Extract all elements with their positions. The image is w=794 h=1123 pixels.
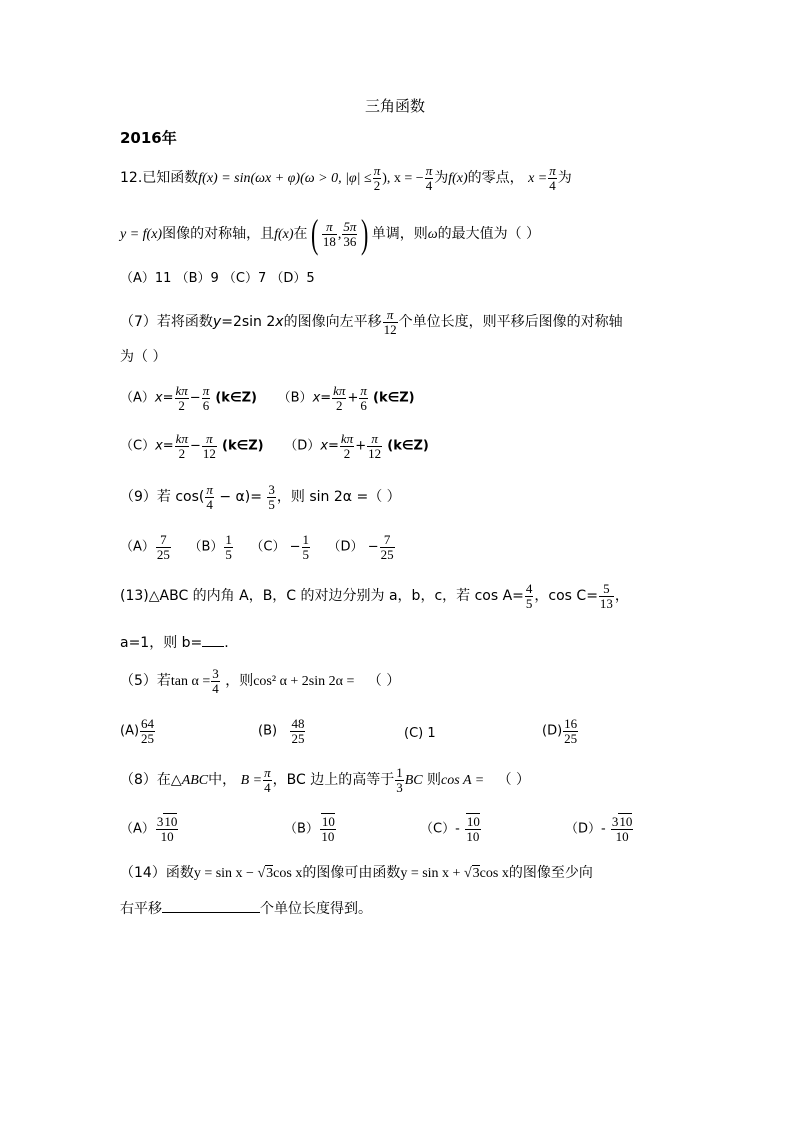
q14-line1: （14）函数y = sin x − √3cos x的图像可由函数y = sin x + √3cos x的图像至少向 [120, 865, 593, 881]
q7-frac: $\frac{\pi}{12}$ [383, 307, 397, 337]
q5-math: tan α = [170, 674, 211, 690]
q5-math: cos² α + 2sin 2α = [253, 674, 355, 690]
q12-math: f(x) = sin(ωx + φ)(ω > 0, |φ| ≤ [198, 171, 372, 187]
q12-text: 单调，则 [371, 226, 428, 242]
q7-math: y [212, 314, 222, 331]
q12-math: ), x = − [382, 171, 424, 187]
q9-option-d: （D） [327, 539, 364, 555]
q7-text: 个单位长度，则平移后图像的对称轴 [398, 314, 623, 331]
q7-math: x [275, 314, 284, 331]
q7-options-cd: （C）x= $\frac{k\pi}{2}$ − $\frac{\pi}{12}$ (k∈Z) （D）x= $\frac{k\pi}{2}$ + $\frac{\pi}{12}$ (k∈Z) [120, 431, 429, 461]
q12-interval-b: $\frac{5\pi}{36}$ [343, 218, 357, 249]
q7-text: （7）若将函数 [120, 314, 213, 331]
q5-line1: （5）若tan α = $\frac{3}{4}$ ，则cos² α + 2sin 2α = （ ） [120, 666, 401, 696]
q12-line1 [120, 164, 572, 192]
q12-frac-pi4: $\frac{\pi}{4}$ [425, 163, 433, 193]
q7-options-ab: （A）x= $\frac{k\pi}{2}$ − $\frac{\pi}{6}$ (k∈Z) （B）x= $\frac{k\pi}{2}$ + $\frac{\pi}{6}$ (k∈Z) [120, 383, 415, 413]
q12-math: y = f(x) [120, 227, 163, 242]
q12-text: 图像的对称轴，且 [162, 226, 275, 242]
q12-text: 在 [293, 226, 308, 242]
q7-option-c: （C） [120, 438, 156, 454]
q9-option-c: （C） [250, 539, 286, 555]
q12-math: ω [427, 227, 438, 242]
q12-frac-pi2: $\frac{\pi}{2}$ [373, 163, 381, 193]
q12-text: 为 [557, 170, 572, 187]
answer-blank[interactable] [162, 900, 260, 913]
q9-text: − α)= [214, 489, 267, 506]
q8-option-d: （D）- $\frac{310}{10}$ [565, 814, 633, 844]
year-heading: 2016年 [120, 129, 177, 147]
q7-text: 的图像向左平移 [283, 314, 382, 331]
q9-text: （9）若 cos( [120, 489, 205, 506]
q12-text: 的最大值为（ ） [437, 226, 541, 242]
q13-text: ，cos C= [534, 588, 598, 605]
q8-option-c: （C）- $\frac{10}{10}$ [420, 814, 480, 844]
q13-text: (13)△ABC 的内角 A，B，C 的对边分别为 a，b，c，若 cos A= [120, 588, 524, 605]
q7-option-d: （D） [284, 438, 321, 454]
q8-option-b: （B） $\frac{10}{10}$ [284, 814, 335, 844]
q12-text: 12.已知函数 [120, 170, 199, 187]
q12-math: x = [528, 171, 548, 187]
q12-frac-pi4b: $\frac{\pi}{4}$ [549, 163, 556, 193]
q7-math: =2sin 2 [221, 314, 276, 331]
q9-line1: （9）若 cos( $\frac{\pi}{4}$ − α)= $\frac{3}{5}$ ，则 sin 2α =（ ） [120, 482, 401, 512]
q12-text: 为 [434, 170, 449, 187]
q12-math: f(x) [274, 227, 294, 242]
q7-line1 [120, 308, 623, 336]
q9-option-a: （A） [120, 539, 155, 555]
q5-option-a: (A) [120, 723, 140, 739]
q8-line1: （8）在△ABC中， B = $\frac{\pi}{4}$ ，BC 边上的高等于 $\frac{1}{3}$ BC 则cos A = （ ） [120, 765, 531, 795]
q9-options: （A） $\frac{7}{25}$ （B） $\frac{1}{5}$ （C） − $\frac{1}{5}$ （D） − $\frac{7}{25}$ [120, 532, 394, 562]
q5-options: (A) $\frac{64}{25}$ [120, 716, 155, 746]
q13-line1: (13)△ABC 的内角 A，B，C 的对边分别为 a，b，c，若 cos A= $\frac{4}{5}$ ，cos C= $\frac{5}{13}$ ， [120, 581, 629, 611]
q12-options: （A）11 （B）9 （C）7 （D）5 [120, 271, 315, 286]
q5-option-b: (B) $\frac{48}{25}$ [258, 716, 305, 746]
q9-text: ，则 sin 2α =（ ） [276, 489, 401, 506]
q12-text: 的零点， [467, 170, 524, 187]
q13-line2: a=1，则 b= . [120, 635, 229, 651]
q12-line2: y = f(x)图像的对称轴，且f(x)在( $\frac{\pi}{18}$ , $\frac{5\pi}{36}$ ) 单调，则ω的最大值为（ ） [120, 211, 541, 256]
answer-blank[interactable] [202, 634, 224, 647]
q7-option-b: （B） [277, 390, 313, 406]
q5-option-c: (C) 1 [404, 726, 436, 741]
q13-text: a=1，则 b= [120, 635, 203, 651]
q5-option-d: (D) $\frac{16}{25}$ [542, 716, 578, 746]
q12-interval-a: $\frac{\pi}{18}$ [322, 218, 336, 249]
q8-option-a: （A） $\frac{310}{10}$ [120, 814, 178, 844]
q13-text: ， [614, 588, 629, 605]
q7-line2: 为（ ） [120, 349, 167, 365]
q5-text: （5）若 [120, 673, 171, 690]
q8-text: （8）在 [120, 772, 171, 789]
q5-text: ，则 [225, 673, 254, 690]
q7-option-a: （A） [120, 390, 155, 406]
q12-math: f(x) [448, 171, 468, 187]
q9-option-b: （B） [188, 539, 224, 555]
q14-line2: 右平移 个单位长度得到。 [120, 901, 372, 917]
q14-text: （14）函数 [120, 865, 194, 881]
page-title: 三角函数 [365, 97, 426, 115]
